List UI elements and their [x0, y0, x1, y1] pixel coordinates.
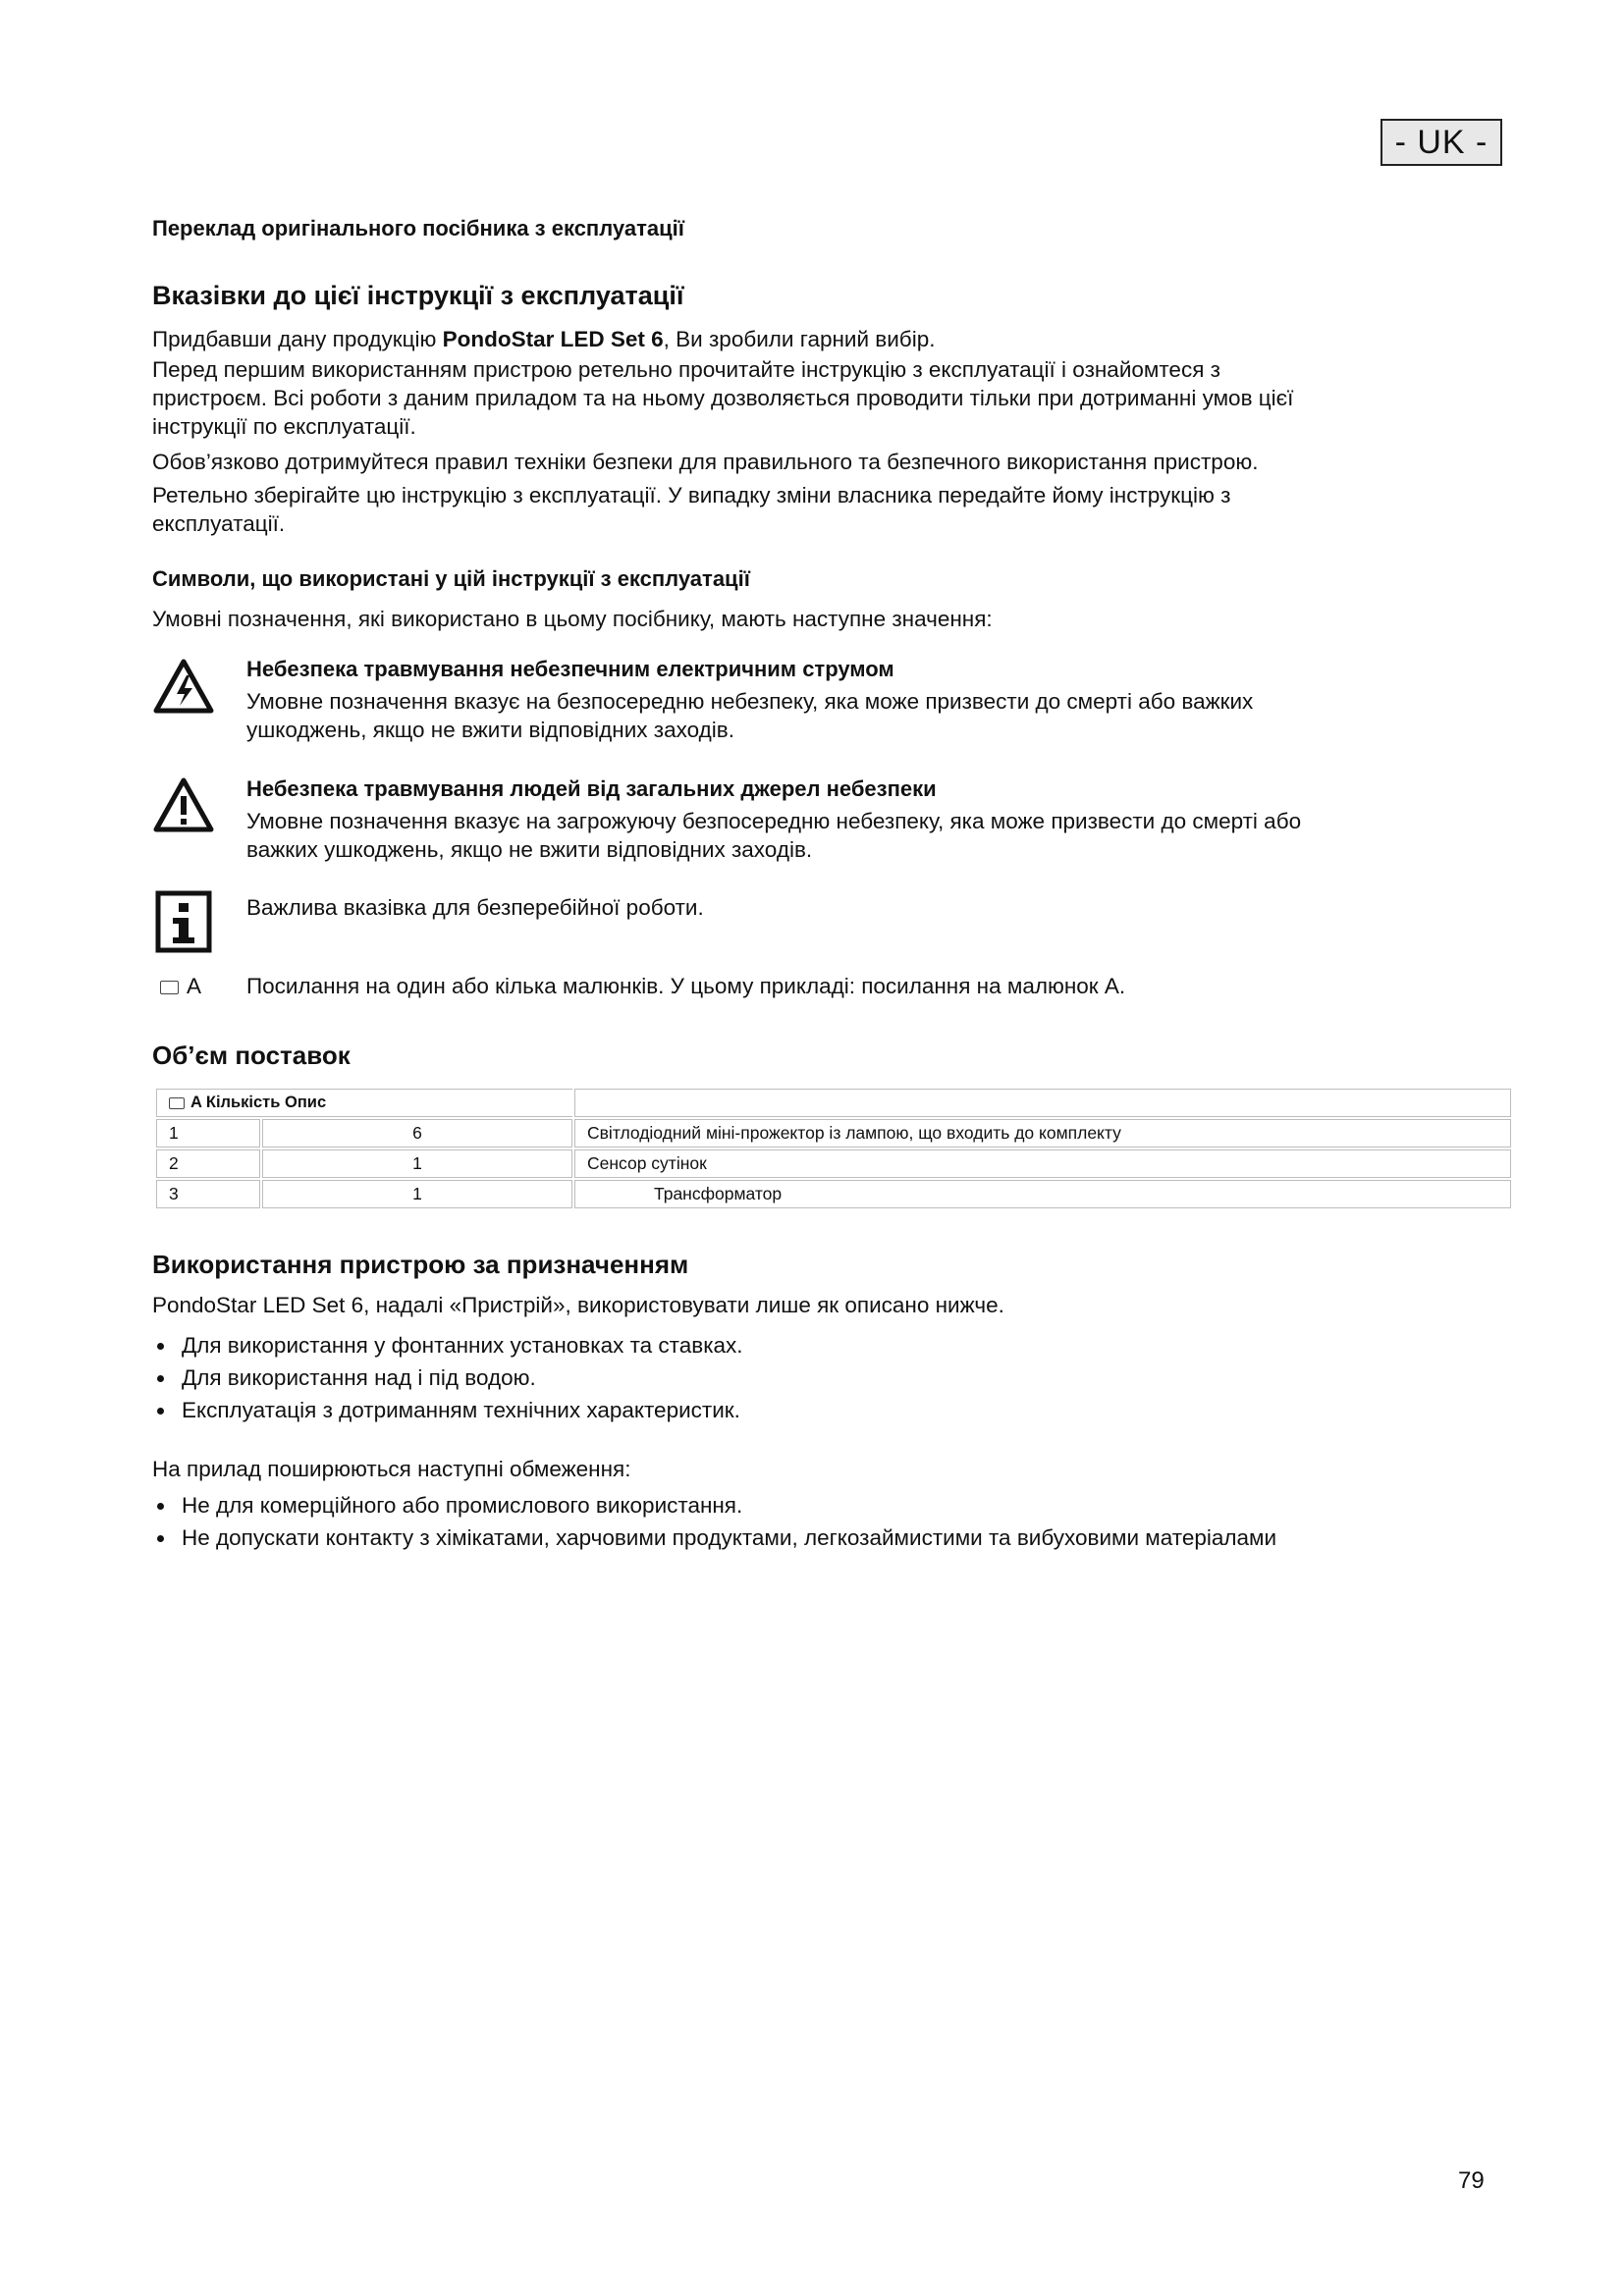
general-hazard-body-1: Умовне позначення вказує на загрожуючу безпосередню небезпеку, яка може призвести до смерті або [246, 809, 1302, 833]
notes-paragraph-4 [152, 481, 1497, 538]
table-row [156, 1180, 1511, 1208]
figure-reference-symbol [160, 972, 201, 1000]
scope-cell-qty: 1 [262, 1180, 572, 1208]
figure-reference-letter: A [187, 974, 202, 998]
notes-p1-post: , Ви зробили гарний вибір. [663, 327, 936, 351]
product-name: PondoStar LED Set 6 [442, 327, 664, 351]
scope-cell-desc: Сенсор сутінок [574, 1149, 1511, 1178]
notes-paragraph-3: Обов’язково дотримуйтеся правил техніки безпеки для правильного та безпечного використання пристрою. [152, 450, 1259, 474]
restrictions-intro: На прилад поширюються наступні обмеження: [152, 1457, 631, 1481]
info-icon [155, 890, 212, 958]
notes-paragraph-2 [152, 355, 1497, 441]
usage-list [152, 1329, 1497, 1426]
scope-table-header [156, 1089, 1511, 1117]
list-item: Для використання у фонтанних установках та ставках. [152, 1329, 1497, 1362]
electric-hazard-title: Небезпека травмування небезпечним електричним струмом [246, 657, 894, 681]
scope-cell-desc: Трансформатор [574, 1180, 1511, 1208]
electric-hazard-block [246, 656, 1493, 744]
electric-hazard-icon [152, 658, 215, 720]
list-item: Не для комерційного або промислового використання. [152, 1489, 1497, 1522]
general-hazard-title: Небезпека травмування людей від загальних джерел небезпеки [246, 776, 937, 801]
scope-heading: Об’єм поставок [152, 1041, 351, 1070]
scope-header-empty [574, 1089, 1511, 1117]
info-text: Важлива вказівка для безперебійної роботи. [246, 895, 704, 920]
notes-paragraph-1 [152, 325, 1497, 353]
scope-cell-a: 2 [156, 1149, 260, 1178]
scope-header-text: A Кількість Опис [190, 1094, 327, 1111]
table-row [156, 1149, 1511, 1178]
table-row [156, 1119, 1511, 1148]
scope-table [154, 1087, 1513, 1210]
notes-p1-pre: Придбавши дану продукцію [152, 327, 443, 351]
figure-reference-text: Посилання на один або кілька малюнків. У цьому прикладі: посилання на малюнок A. [246, 974, 1126, 998]
language-badge: - UK - [1380, 119, 1502, 166]
list-item: Не допускати контакту з хімікатами, харчовими продуктами, легкозаймистими та вибуховими матеріалами [152, 1522, 1497, 1554]
scope-cell-qty: 1 [262, 1149, 572, 1178]
general-hazard-block [246, 775, 1493, 864]
electric-hazard-body-1: Умовне позначення вказує на безпосередню небезпеку, яка може призвести до смерті або важких [246, 689, 1254, 714]
scope-cell-desc: Світлодіодний міні-прожектор із лампою, що входить до комплекту [574, 1119, 1511, 1148]
list-item: Для використання над і під водою. [152, 1362, 1497, 1394]
usage-intro: PondoStar LED Set 6, надалі «Пристрій», використовувати лише як описано нижче. [152, 1293, 1004, 1317]
list-item: Експлуатація з дотриманням технічних характеристик. [152, 1394, 1497, 1426]
page-number: 79 [1458, 2167, 1485, 2194]
usage-heading: Використання пристрою за призначенням [152, 1250, 689, 1279]
scope-header-cell [156, 1089, 572, 1117]
general-hazard-body-2: важких ушкоджень, якщо не вжити відповідних заходів. [246, 837, 813, 862]
restrictions-list [152, 1489, 1497, 1554]
notes-p4-line-2: експлуатації. [152, 511, 286, 536]
scope-cell-a: 3 [156, 1180, 260, 1208]
notes-p2-line-2: пристроєм. Всі роботи з даним приладом та на ньому дозволяється проводити тільки при дотриманні умов цієї [152, 386, 1294, 410]
scope-cell-a: 1 [156, 1119, 260, 1148]
document-subtitle: Переклад оригінального посібника з експлуатації [152, 216, 684, 240]
notes-p4-line-1: Ретельно зберігайте цю інструкцію з експлуатації. У випадку зміни власника передайте йому інструкцію з [152, 483, 1231, 507]
scope-cell-qty: 6 [262, 1119, 572, 1148]
general-hazard-icon [152, 776, 215, 838]
symbols-heading: Символи, що використані у цій інструкції з експлуатації [152, 566, 750, 591]
symbols-intro: Умовні позначення, які використано в цьому посібнику, мають наступне значення: [152, 607, 993, 631]
figure-reference-icon [169, 1097, 185, 1109]
notes-heading: Вказівки до цієї інструкції з експлуатації [152, 281, 684, 310]
figure-reference-icon [160, 981, 179, 994]
notes-p2-line-3: інструкції по експлуатації. [152, 414, 416, 439]
notes-p2-line-1: Перед першим використанням пристрою ретельно прочитайте інструкцію з експлуатації і ознайомтеся з [152, 357, 1220, 382]
electric-hazard-body-2: ушкоджень, якщо не вжити відповідних заходів. [246, 718, 734, 742]
